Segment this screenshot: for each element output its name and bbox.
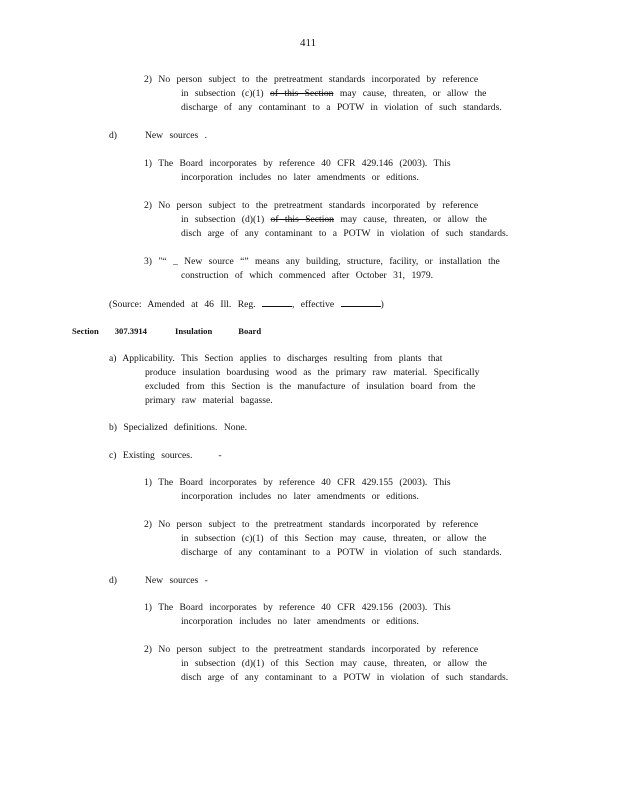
a-line-3: excluded from this Section is the manufacture of insulation board from the — [145, 381, 476, 392]
page-number: 411 — [300, 37, 317, 49]
section-title-b: Board — [238, 326, 262, 336]
c1-line-1: 1) The Board incorporates by reference 40 CFR 429.155 (2003). This — [144, 477, 451, 488]
c2-line-1: 2) No person subject to the pretreatment standards incorporated by reference — [144, 519, 479, 530]
blank-underline — [341, 296, 381, 307]
b-line: b) Specialized definitions. None. — [109, 422, 248, 433]
c2-top-line-3: discharge of any contaminant to a POTW in violation of such standards. — [181, 102, 502, 113]
d-heading: New sources . — [145, 130, 208, 141]
d2-label: d) — [109, 575, 117, 586]
struck-text: of this Section — [270, 88, 334, 99]
d-label: d) — [109, 130, 117, 141]
d2-line-1: 2) No person subject to the pretreatment standards incorporated by reference — [144, 200, 479, 211]
d1-line-1: 1) The Board incorporates by reference 40 CFR 429.146 (2003). This — [144, 158, 451, 169]
d2-line-3: disch arge of any contaminant to a POTW in violation of such standards. — [181, 228, 509, 239]
a-line-4: primary raw material bagasse. — [145, 395, 273, 406]
d2-line-2 — [181, 213, 487, 227]
c2-top-line-1: 2) No person subject to the pretreatment standards incorporated by reference — [144, 74, 479, 85]
d1-line-2: incorporation includes no later amendments or editions. — [181, 172, 419, 183]
section-heading — [72, 324, 261, 338]
d2-line-2a: in subsection (d)(1) — [181, 214, 265, 225]
c2-top-line-2 — [181, 87, 486, 101]
d2-2-line-1: 2) No person subject to the pretreatment standards incorporated by reference — [144, 644, 479, 655]
section-title-a: Insulation — [174, 326, 213, 336]
d2-1-line-1: 1) The Board incorporates by reference 40 CFR 429.156 (2003). This — [144, 602, 451, 613]
source-note — [109, 296, 384, 312]
c-mark: - — [218, 450, 222, 461]
a-line-2: produce insulation boardusing wood as the primary raw material. Specifically — [145, 367, 480, 378]
c2-top-line-2a: in subsection (c)(1) — [181, 88, 264, 99]
d2-heading: New sources - — [145, 575, 208, 586]
section-number: 307.3914 — [114, 326, 147, 336]
section-label: Section — [72, 326, 99, 336]
blank-underline — [262, 296, 292, 307]
d2-line-2b: may cause, threaten, or allow the — [340, 214, 487, 225]
d2-2-line-3: disch arge of any contaminant to a POTW in violation of such standards. — [181, 672, 509, 683]
source-note-b: , effective — [291, 299, 335, 310]
struck-text: of this Section — [270, 214, 334, 225]
source-note-a: (Source: Amended at 46 Ill. Reg. — [109, 299, 256, 310]
c2-line-3: discharge of any contaminant to a POTW in violation of such standards. — [181, 547, 502, 558]
c1-line-2: incorporation includes no later amendments or editions. — [181, 491, 419, 502]
a-line-1: a) Applicability. This Section applies to discharges resulting from plants that — [109, 353, 443, 364]
d3-line-1: 3) "“ _ New source “” means any building, structure, facility, or installation the — [144, 256, 500, 267]
c2-line-2: in subsection (c)(1) of this Section may cause, threaten, or allow the — [181, 533, 487, 544]
c-line — [109, 449, 222, 463]
source-note-c: ) — [380, 299, 384, 310]
d2-2-line-2: in subsection (d)(1) of this Section may cause, threaten, or allow the — [181, 658, 487, 669]
c2-top-line-2b: may cause, threaten, or allow the — [339, 88, 487, 99]
d2-1-line-2: incorporation includes no later amendments or editions. — [181, 616, 419, 627]
c-text: c) Existing sources. — [109, 450, 193, 461]
d3-line-2: construction of which commenced after October 31, 1979. — [181, 270, 434, 281]
